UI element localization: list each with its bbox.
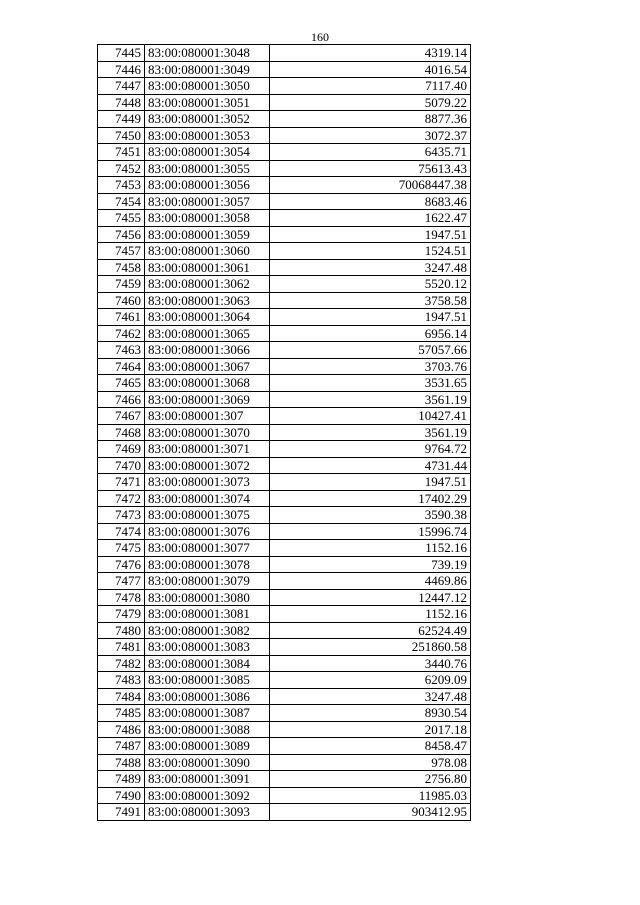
value-cell: 3561.19 — [270, 391, 471, 408]
cadastral-number-cell: 83:00:080001:3063 — [145, 292, 270, 309]
row-number-cell: 7460 — [98, 292, 145, 309]
value-cell: 4731.44 — [270, 457, 471, 474]
value-cell: 75613.43 — [270, 160, 471, 177]
row-number-cell: 7479 — [98, 606, 145, 623]
cadastral-number-cell: 83:00:080001:3080 — [145, 589, 270, 606]
row-number-cell: 7466 — [98, 391, 145, 408]
row-number-cell: 7446 — [98, 61, 145, 78]
value-cell: 5079.22 — [270, 94, 471, 111]
cadastral-number-cell: 83:00:080001:3059 — [145, 226, 270, 243]
table-row — [98, 276, 471, 293]
table-row — [98, 573, 471, 590]
row-number-cell: 7491 — [98, 804, 145, 821]
table-row — [98, 721, 471, 738]
data-table — [97, 44, 471, 821]
value-cell: 4319.14 — [270, 45, 471, 62]
table-row — [98, 408, 471, 425]
table-row — [98, 622, 471, 639]
row-number-cell: 7447 — [98, 78, 145, 95]
value-cell: 1152.16 — [270, 606, 471, 623]
table-row — [98, 127, 471, 144]
value-cell: 3703.76 — [270, 358, 471, 375]
row-number-cell: 7456 — [98, 226, 145, 243]
cadastral-number-cell: 83:00:080001:3076 — [145, 523, 270, 540]
table-row — [98, 672, 471, 689]
cadastral-number-cell: 83:00:080001:3071 — [145, 441, 270, 458]
value-cell: 7117.40 — [270, 78, 471, 95]
cadastral-number-cell: 83:00:080001:3093 — [145, 804, 270, 821]
row-number-cell: 7477 — [98, 573, 145, 590]
cadastral-number-cell: 83:00:080001:3083 — [145, 639, 270, 656]
row-number-cell: 7476 — [98, 556, 145, 573]
value-cell: 6209.09 — [270, 672, 471, 689]
value-cell: 4469.86 — [270, 573, 471, 590]
cadastral-number-cell: 83:00:080001:3082 — [145, 622, 270, 639]
row-number-cell: 7450 — [98, 127, 145, 144]
value-cell: 3758.58 — [270, 292, 471, 309]
row-number-cell: 7472 — [98, 490, 145, 507]
row-number-cell: 7457 — [98, 243, 145, 260]
table-row — [98, 589, 471, 606]
table-row — [98, 474, 471, 491]
value-cell: 903412.95 — [270, 804, 471, 821]
row-number-cell: 7458 — [98, 259, 145, 276]
value-cell: 17402.29 — [270, 490, 471, 507]
value-cell: 8930.54 — [270, 705, 471, 722]
value-cell: 3072.37 — [270, 127, 471, 144]
cadastral-number-cell: 83:00:080001:3060 — [145, 243, 270, 260]
value-cell: 2017.18 — [270, 721, 471, 738]
table-row — [98, 358, 471, 375]
value-cell: 57057.66 — [270, 342, 471, 359]
table-body — [98, 45, 471, 821]
row-number-cell: 7445 — [98, 45, 145, 62]
cadastral-number-cell: 83:00:080001:3066 — [145, 342, 270, 359]
table-row — [98, 738, 471, 755]
cadastral-number-cell: 83:00:080001:3075 — [145, 507, 270, 524]
cadastral-number-cell: 83:00:080001:3077 — [145, 540, 270, 557]
cadastral-number-cell: 83:00:080001:3072 — [145, 457, 270, 474]
cadastral-number-cell: 83:00:080001:3064 — [145, 309, 270, 326]
table-row — [98, 45, 471, 62]
table-row — [98, 441, 471, 458]
table-row — [98, 754, 471, 771]
value-cell: 70068447.38 — [270, 177, 471, 194]
cadastral-number-cell: 83:00:080001:3087 — [145, 705, 270, 722]
row-number-cell: 7484 — [98, 688, 145, 705]
row-number-cell: 7461 — [98, 309, 145, 326]
cadastral-number-cell: 83:00:080001:3065 — [145, 325, 270, 342]
row-number-cell: 7448 — [98, 94, 145, 111]
cadastral-number-cell: 83:00:080001:3084 — [145, 655, 270, 672]
value-cell: 9764.72 — [270, 441, 471, 458]
row-number-cell: 7465 — [98, 375, 145, 392]
value-cell: 3247.48 — [270, 259, 471, 276]
cadastral-number-cell: 83:00:080001:3091 — [145, 771, 270, 788]
cadastral-number-cell: 83:00:080001:3057 — [145, 193, 270, 210]
value-cell: 6435.71 — [270, 144, 471, 161]
row-number-cell: 7469 — [98, 441, 145, 458]
value-cell: 2756.80 — [270, 771, 471, 788]
table-row — [98, 375, 471, 392]
table-row — [98, 606, 471, 623]
value-cell: 4016.54 — [270, 61, 471, 78]
cadastral-number-cell: 83:00:080001:3090 — [145, 754, 270, 771]
row-number-cell: 7459 — [98, 276, 145, 293]
value-cell: 1152.16 — [270, 540, 471, 557]
row-number-cell: 7478 — [98, 589, 145, 606]
table-row — [98, 144, 471, 161]
row-number-cell: 7480 — [98, 622, 145, 639]
row-number-cell: 7464 — [98, 358, 145, 375]
cadastral-number-cell: 83:00:080001:3054 — [145, 144, 270, 161]
value-cell: 1947.51 — [270, 474, 471, 491]
value-cell: 62524.49 — [270, 622, 471, 639]
row-number-cell: 7474 — [98, 523, 145, 540]
row-number-cell: 7482 — [98, 655, 145, 672]
cadastral-number-cell: 83:00:080001:3061 — [145, 259, 270, 276]
table-row — [98, 490, 471, 507]
cadastral-number-cell: 83:00:080001:3056 — [145, 177, 270, 194]
value-cell: 1524.51 — [270, 243, 471, 260]
cadastral-number-cell: 83:00:080001:3079 — [145, 573, 270, 590]
table-row — [98, 655, 471, 672]
table-row — [98, 160, 471, 177]
table-row — [98, 391, 471, 408]
table-row — [98, 787, 471, 804]
table-row — [98, 523, 471, 540]
value-cell: 11985.03 — [270, 787, 471, 804]
cadastral-number-cell: 83:00:080001:3069 — [145, 391, 270, 408]
row-number-cell: 7454 — [98, 193, 145, 210]
row-number-cell: 7487 — [98, 738, 145, 755]
cadastral-number-cell: 83:00:080001:3086 — [145, 688, 270, 705]
value-cell: 1947.51 — [270, 226, 471, 243]
row-number-cell: 7452 — [98, 160, 145, 177]
cadastral-number-cell: 83:00:080001:3062 — [145, 276, 270, 293]
value-cell: 8683.46 — [270, 193, 471, 210]
cadastral-number-cell: 83:00:080001:3081 — [145, 606, 270, 623]
row-number-cell: 7485 — [98, 705, 145, 722]
cadastral-number-cell: 83:00:080001:3067 — [145, 358, 270, 375]
row-number-cell: 7471 — [98, 474, 145, 491]
row-number-cell: 7473 — [98, 507, 145, 524]
cadastral-number-cell: 83:00:080001:3048 — [145, 45, 270, 62]
value-cell: 739.19 — [270, 556, 471, 573]
value-cell: 1622.47 — [270, 210, 471, 227]
row-number-cell: 7451 — [98, 144, 145, 161]
table-row — [98, 210, 471, 227]
cadastral-number-cell: 83:00:080001:3058 — [145, 210, 270, 227]
row-number-cell: 7462 — [98, 325, 145, 342]
table-row — [98, 309, 471, 326]
value-cell: 8458.47 — [270, 738, 471, 755]
value-cell: 251860.58 — [270, 639, 471, 656]
row-number-cell: 7470 — [98, 457, 145, 474]
value-cell: 3561.19 — [270, 424, 471, 441]
row-number-cell: 7490 — [98, 787, 145, 804]
table-row — [98, 78, 471, 95]
cadastral-number-cell: 83:00:080001:3088 — [145, 721, 270, 738]
cadastral-number-cell: 83:00:080001:3089 — [145, 738, 270, 755]
table-row — [98, 193, 471, 210]
value-cell: 8877.36 — [270, 111, 471, 128]
table-row — [98, 424, 471, 441]
row-number-cell: 7486 — [98, 721, 145, 738]
cadastral-number-cell: 83:00:080001:3050 — [145, 78, 270, 95]
page-number: 160 — [311, 30, 329, 44]
row-number-cell: 7468 — [98, 424, 145, 441]
table-row — [98, 61, 471, 78]
table-row — [98, 325, 471, 342]
table-row — [98, 457, 471, 474]
table-row — [98, 639, 471, 656]
value-cell: 3247.48 — [270, 688, 471, 705]
value-cell: 5520.12 — [270, 276, 471, 293]
row-number-cell: 7453 — [98, 177, 145, 194]
value-cell: 15996.74 — [270, 523, 471, 540]
table-row — [98, 342, 471, 359]
table-row — [98, 243, 471, 260]
value-cell: 10427.41 — [270, 408, 471, 425]
cadastral-number-cell: 83:00:080001:3074 — [145, 490, 270, 507]
table-row — [98, 292, 471, 309]
table-row — [98, 94, 471, 111]
row-number-cell: 7489 — [98, 771, 145, 788]
cadastral-number-cell: 83:00:080001:3073 — [145, 474, 270, 491]
cadastral-number-cell: 83:00:080001:3078 — [145, 556, 270, 573]
table-row — [98, 177, 471, 194]
row-number-cell: 7455 — [98, 210, 145, 227]
table-row — [98, 540, 471, 557]
row-number-cell: 7449 — [98, 111, 145, 128]
row-number-cell: 7483 — [98, 672, 145, 689]
row-number-cell: 7475 — [98, 540, 145, 557]
table-row — [98, 556, 471, 573]
table-row — [98, 226, 471, 243]
cadastral-number-cell: 83:00:080001:3052 — [145, 111, 270, 128]
cadastral-number-cell: 83:00:080001:3051 — [145, 94, 270, 111]
cadastral-number-cell: 83:00:080001:3053 — [145, 127, 270, 144]
value-cell: 3590.38 — [270, 507, 471, 524]
cadastral-number-cell: 83:00:080001:3085 — [145, 672, 270, 689]
row-number-cell: 7481 — [98, 639, 145, 656]
value-cell: 1947.51 — [270, 309, 471, 326]
cadastral-number-cell: 83:00:080001:3092 — [145, 787, 270, 804]
table-row — [98, 507, 471, 524]
row-number-cell: 7488 — [98, 754, 145, 771]
value-cell: 12447.12 — [270, 589, 471, 606]
table-row — [98, 688, 471, 705]
cadastral-number-cell: 83:00:080001:3049 — [145, 61, 270, 78]
value-cell: 6956.14 — [270, 325, 471, 342]
cadastral-number-cell: 83:00:080001:3055 — [145, 160, 270, 177]
cadastral-number-cell: 83:00:080001:3068 — [145, 375, 270, 392]
table-row — [98, 705, 471, 722]
row-number-cell: 7467 — [98, 408, 145, 425]
table-row — [98, 259, 471, 276]
row-number-cell: 7463 — [98, 342, 145, 359]
cadastral-number-cell: 83:00:080001:3070 — [145, 424, 270, 441]
value-cell: 3440.76 — [270, 655, 471, 672]
value-cell: 978.08 — [270, 754, 471, 771]
table-row — [98, 804, 471, 821]
table-row — [98, 111, 471, 128]
table-row — [98, 771, 471, 788]
value-cell: 3531.65 — [270, 375, 471, 392]
cadastral-number-cell: 83:00:080001:307 — [145, 408, 270, 425]
